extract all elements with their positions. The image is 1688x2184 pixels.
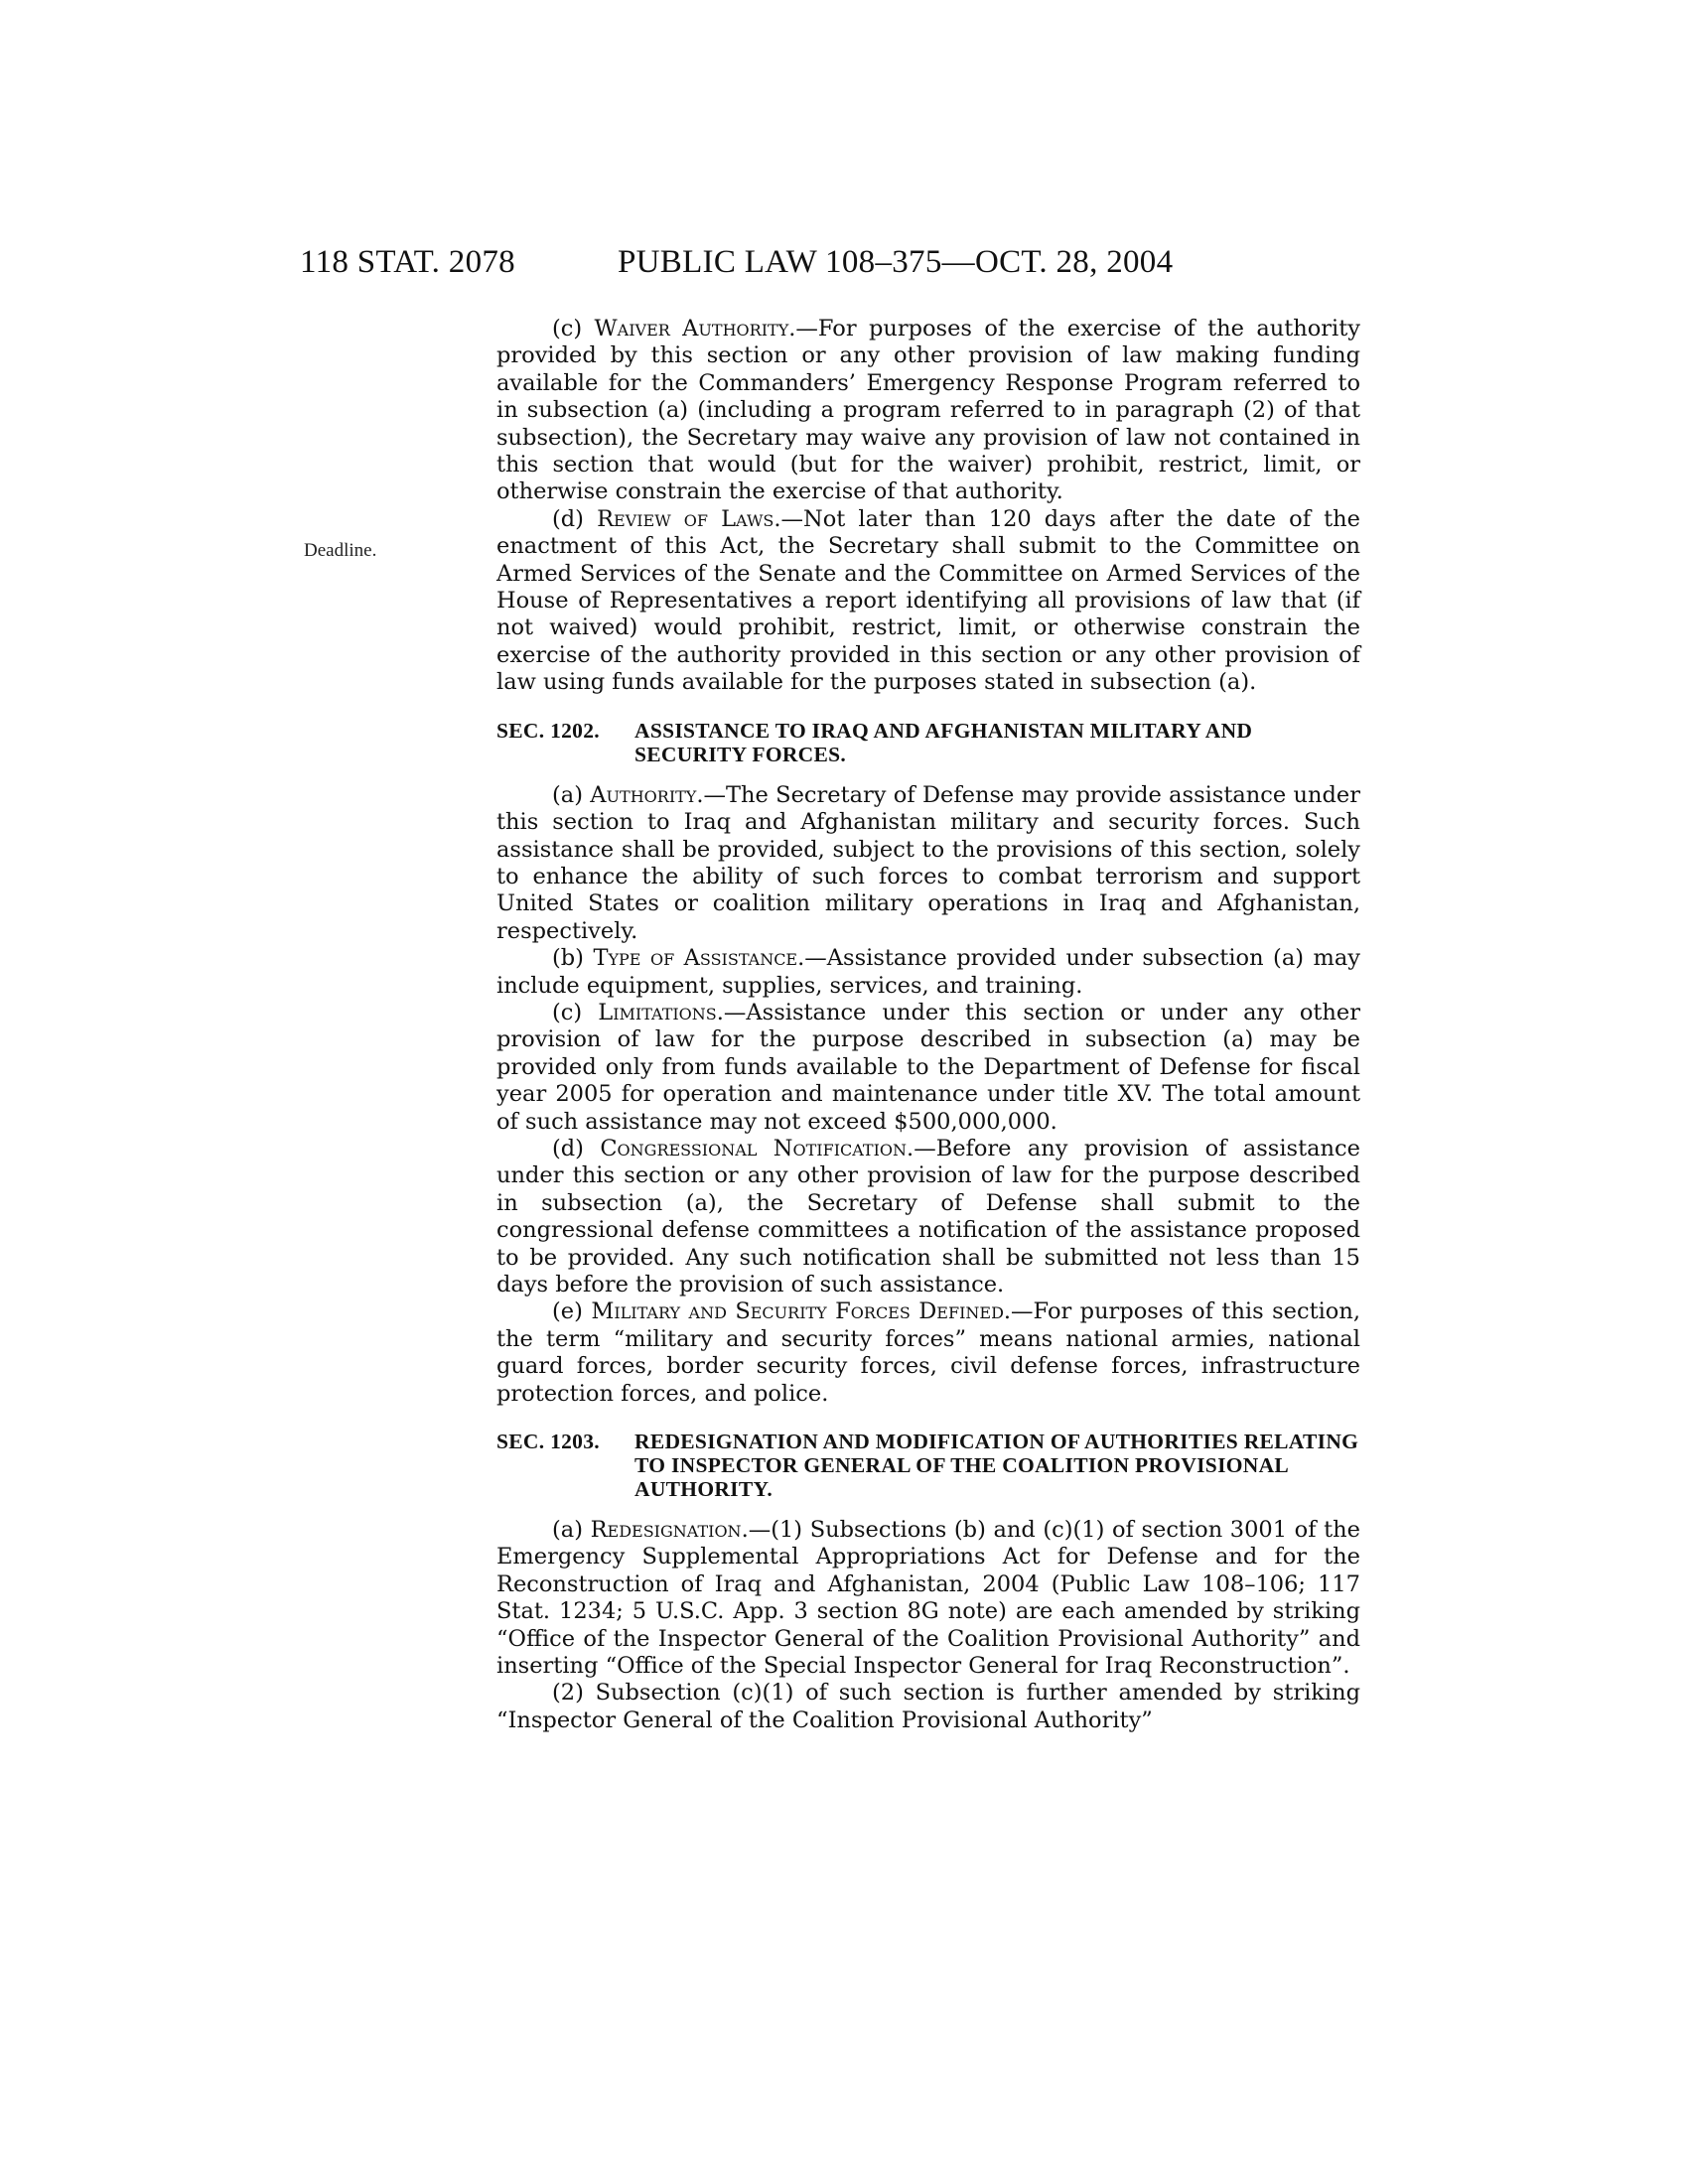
paragraph-heading: Waiver Authority	[594, 316, 789, 341]
section-number: SEC. 1203.	[496, 1430, 600, 1454]
paragraph-text: .—Before any provision of assistance under this section or any other provision of law for the purpose described in subsection (a), the Secretary of Defense shall submit to the congressional defense committees a notification of the assistance proposed to be provided. Any such notification shall be submitted not less than 15 days before the provision of such assistance.	[496, 1135, 1360, 1297]
paragraph-heading: Authority	[590, 781, 697, 808]
law-title: PUBLIC LAW 108–375—OCT. 28, 2004	[618, 244, 1174, 280]
paragraph-1202-c	[496, 1000, 1360, 1136]
section-heading-1203	[496, 1430, 1360, 1501]
paragraph-prefix: (c)	[552, 999, 599, 1025]
margin-note-deadline: Deadline.	[304, 540, 377, 561]
paragraph-prefix: (c)	[552, 316, 595, 341]
paragraph-d-review-of-laws	[496, 506, 1360, 697]
stat-reference: 118 STAT. 2078	[300, 244, 515, 280]
paragraph-heading: Review of Laws	[597, 505, 774, 532]
paragraph-1203-a1	[496, 1517, 1360, 1680]
paragraph-text: .—Assistance provided under subsection (a) may include equipment, supplies, services, and training.	[496, 945, 1360, 999]
section-heading-1202	[496, 719, 1360, 766]
section-title: REDESIGNATION AND MODIFICATION OF AUTHORITIES RELATING TO INSPECTOR GENERAL OF THE COALITION PROVISIONAL AUTHORITY.	[634, 1430, 1359, 1502]
document-body	[496, 316, 1360, 1734]
paragraph-1202-b	[496, 945, 1360, 1000]
paragraph-prefix: (a)	[552, 781, 591, 808]
paragraph-text: .—For purposes of this section, the term “military and security forces” means national armies, national guard forces, border security forces, civil defense forces, infrastructure protection forces, and police.	[496, 1298, 1360, 1407]
paragraph-heading: Type of Assistance	[593, 945, 798, 972]
paragraph-text: .—(1) Subsections (b) and (c)(1) of section 3001 of the Emergency Supplemental Appropriations Act for Defense and for the Reconstruction of Iraq and Afghanistan, 2004 (Public Law 108–106; 117 Stat. 1234; 5 U.S.C. App. 3 section 8G note) are each amended by striking “Office of the Inspector General of the Coalition Provisional Authority” and inserting “Office of the Special Inspector General for Iraq Reconstruction”.	[496, 1517, 1360, 1680]
paragraph-prefix: (a)	[552, 1517, 591, 1544]
paragraph-prefix: (d)	[552, 505, 598, 532]
page-header	[0, 244, 1688, 284]
paragraph-prefix: (e)	[552, 1298, 592, 1325]
paragraph-heading: Congressional Notification	[600, 1135, 908, 1161]
paragraph-text: .—Not later than 120 days after the date of the enactment of this Act, the Secretary shall submit to the Committee on Armed Services of the Senate and the Committee on Armed Services of the House of Representatives a report identifying all provisions of law that (if not waived) would prohibit, restrict, limit, or otherwise constrain the exercise of the authority provided in this section or any other provision of law using funds available for the purposes stated in subsection (a).	[496, 505, 1360, 696]
paragraph-prefix: (b)	[552, 945, 594, 972]
paragraph-text: .—Assistance under this section or under any other provision of law for the purpose described in subsection (a) may be provided only from funds available to the Department of Defense for fiscal year 2005 for operation and maintenance under title XV. The total amount of such assistance may not exceed $500,000,000.	[496, 999, 1360, 1135]
paragraph-text: .—The Secretary of Defense may provide assistance under this section to Iraq and Afghanistan military and security forces. Such assistance shall be provided, subject to the provisions of this section, solely to enhance the ability of such forces to combat terrorism and support United States or coalition military operations in Iraq and Afghanistan, respectively.	[496, 781, 1360, 944]
paragraph-prefix: (d)	[552, 1135, 601, 1161]
paragraph-1202-e	[496, 1298, 1360, 1408]
paragraph-1203-a2	[496, 1680, 1360, 1734]
paragraph-text: .—For purposes of the exercise of the authority provided by this section or any other provision of law making funding available for the Commanders’ Emergency Response Program referred to in subsection (a) (including a program referred to in paragraph (2) of that subsection), the Secretary may waive any provision of law not contained in this section that would (but for the waiver) prohibit, restrict, limit, or otherwise constrain the exercise of that authority.	[496, 316, 1361, 505]
paragraph-1202-d	[496, 1136, 1360, 1298]
paragraph-heading: Redesignation	[590, 1517, 742, 1544]
paragraph-1202-a	[496, 782, 1360, 945]
paragraph-heading: Limitations	[598, 999, 717, 1025]
paragraph-heading: Military and Security Forces Defined	[591, 1298, 1004, 1325]
paragraph-text: (2) Subsection (c)(1) of such section is further amended by striking “Inspector General of the Coalition Provisional Authority”	[496, 1680, 1360, 1733]
section-number: SEC. 1202.	[496, 718, 600, 743]
paragraph-c-waiver-authority	[496, 316, 1360, 506]
section-title: ASSISTANCE TO IRAQ AND AFGHANISTAN MILITARY AND SECURITY FORCES.	[634, 718, 1253, 766]
